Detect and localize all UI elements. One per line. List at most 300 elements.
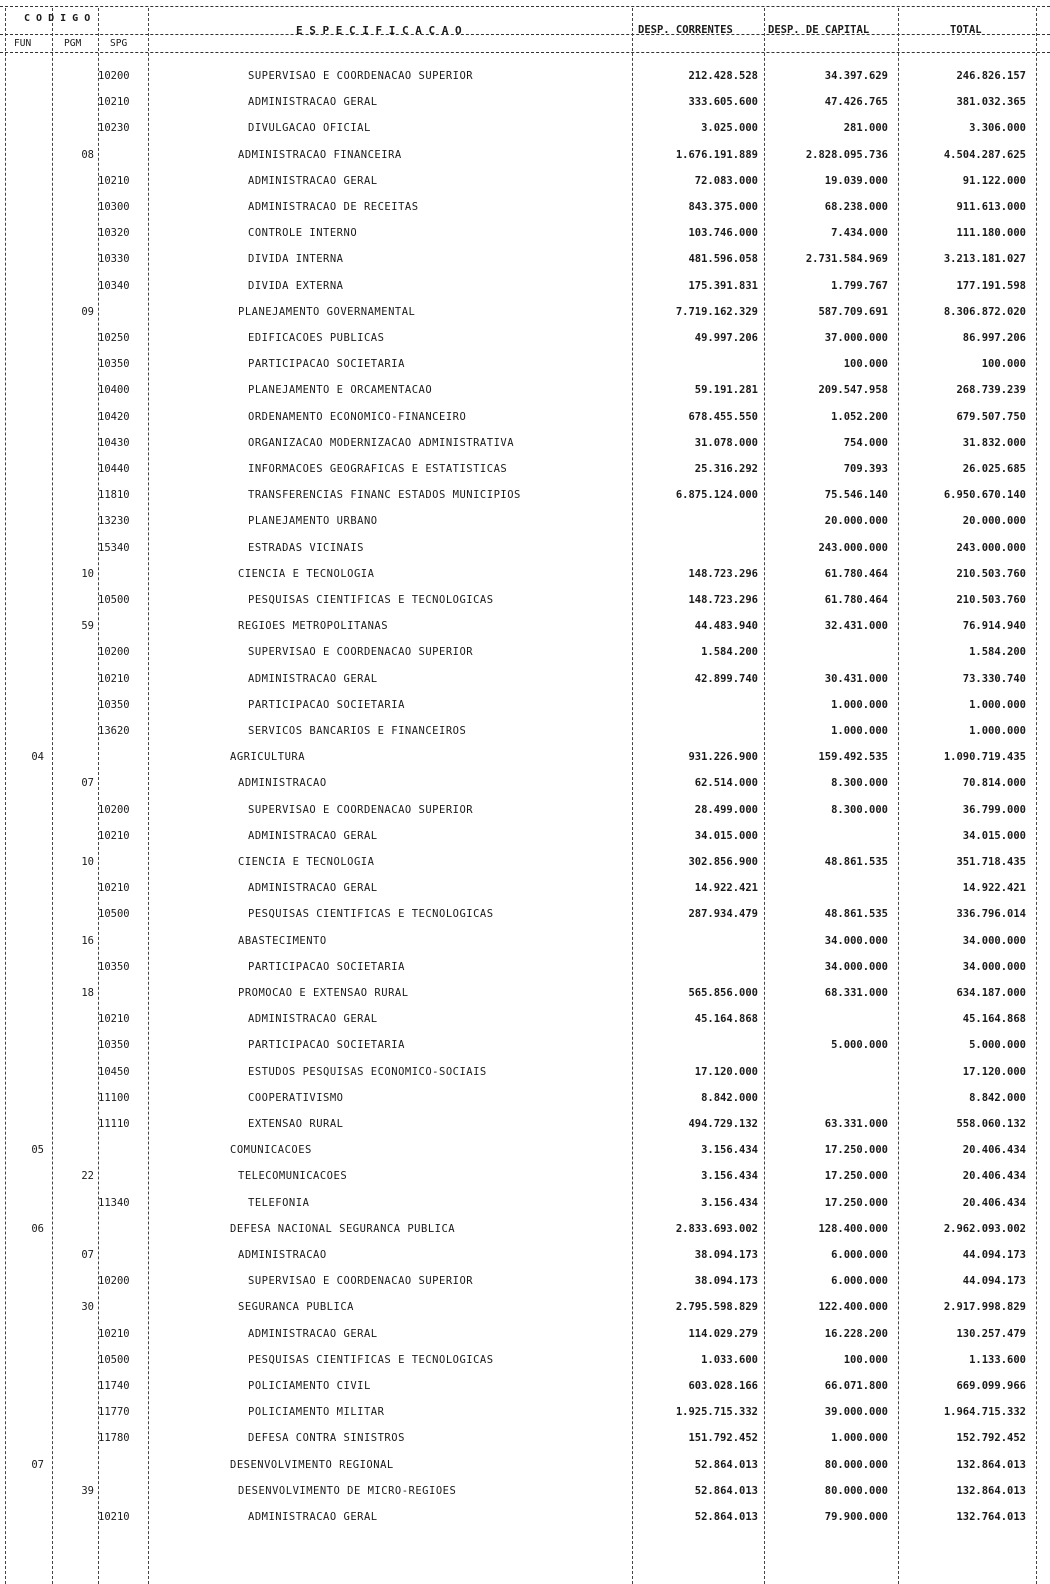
table-row xyxy=(0,1086,1050,1112)
table-row xyxy=(0,1374,1050,1400)
specification-cell: DESENVOLVIMENTO REGIONAL xyxy=(230,1458,394,1471)
total-cell: 31.832.000 xyxy=(962,436,1026,449)
table-row xyxy=(0,1479,1050,1505)
pgm-code-cell: 22 xyxy=(81,1170,94,1183)
desp-capital-cell: 61.780.464 xyxy=(824,594,888,606)
spg-code-cell: 10200 xyxy=(98,1275,130,1288)
spg-code-cell: 10200 xyxy=(98,70,130,82)
spg-code-cell: 11110 xyxy=(98,1118,130,1130)
spg-code-cell: 10200 xyxy=(98,646,130,659)
total-cell: 34.000.000 xyxy=(962,960,1026,973)
table-row xyxy=(0,1453,1050,1479)
specification-cell: SEGURANCA PUBLICA xyxy=(238,1301,354,1314)
desp-correntes-cell: 31.078.000 xyxy=(694,436,758,449)
specification-cell: ADMINISTRACAO GERAL xyxy=(248,882,378,895)
spg-code-cell: 11780 xyxy=(98,1432,130,1445)
spg-code-cell: 13620 xyxy=(98,725,130,737)
total-cell: 246.826.157 xyxy=(956,70,1026,82)
table-row xyxy=(0,1033,1050,1059)
desp-correntes-cell: 38.094.173 xyxy=(694,1275,758,1288)
desp-correntes-cell: 8.842.000 xyxy=(701,1091,758,1104)
table-row xyxy=(0,876,1050,902)
total-cell: 3.213.181.027 xyxy=(943,253,1026,266)
table-row xyxy=(0,1217,1050,1243)
desp-capital-cell: 30.431.000 xyxy=(824,672,888,685)
table-row xyxy=(0,1505,1050,1531)
specification-cell: DIVIDA INTERNA xyxy=(248,253,344,266)
header-mid-rule xyxy=(0,34,1050,35)
total-cell: 76.914.940 xyxy=(962,620,1026,633)
spg-code-cell: 10350 xyxy=(98,698,130,711)
table-row xyxy=(0,745,1050,771)
desp-correntes-cell: 17.120.000 xyxy=(694,1065,758,1078)
desp-correntes-cell: 565.856.000 xyxy=(688,987,758,999)
specification-cell: PLANEJAMENTO E ORCAMENTACAO xyxy=(248,384,433,397)
specification-cell: TRANSFERENCIAS FINANC ESTADOS MUNICIPIOS xyxy=(248,489,521,502)
desp-correntes-cell: 151.792.452 xyxy=(688,1432,758,1445)
table-row xyxy=(0,798,1050,824)
total-cell: 100.000 xyxy=(981,358,1026,371)
table-row xyxy=(0,824,1050,850)
desp-correntes-cell: 52.864.013 xyxy=(694,1458,758,1471)
total-cell: 20.406.434 xyxy=(962,1196,1026,1209)
spg-code-cell: 10500 xyxy=(98,1353,130,1366)
table-row xyxy=(0,1060,1050,1086)
total-cell: 8.842.000 xyxy=(969,1091,1026,1104)
specification-cell: CONTROLE INTERNO xyxy=(248,227,358,240)
table-row xyxy=(0,90,1050,116)
spg-code-cell: 10200 xyxy=(98,803,130,816)
desp-correntes-cell: 45.164.868 xyxy=(694,1013,758,1026)
table-row xyxy=(0,457,1050,483)
header-pgm: PGM xyxy=(64,38,82,49)
desp-capital-cell: 37.000.000 xyxy=(824,332,888,344)
specification-cell: ABASTECIMENTO xyxy=(238,934,327,947)
header-spg: SPG xyxy=(110,38,128,49)
table-row xyxy=(0,1138,1050,1164)
specification-cell: PLANEJAMENTO URBANO xyxy=(248,515,378,528)
spg-code-cell: 10250 xyxy=(98,332,130,344)
table-row xyxy=(0,1191,1050,1217)
table-row xyxy=(0,431,1050,457)
desp-capital-cell: 709.393 xyxy=(843,463,888,475)
desp-correntes-cell: 481.596.058 xyxy=(688,253,758,266)
desp-capital-cell: 80.000.000 xyxy=(824,1458,888,1471)
spg-code-cell: 10230 xyxy=(98,122,130,135)
total-cell: 45.164.868 xyxy=(962,1013,1026,1026)
spg-code-cell: 10330 xyxy=(98,253,130,266)
desp-capital-cell: 17.250.000 xyxy=(824,1170,888,1183)
specification-cell: ESTRADAS VICINAIS xyxy=(248,541,364,554)
total-cell: 20.000.000 xyxy=(962,515,1026,528)
spg-code-cell: 10210 xyxy=(98,1013,130,1026)
total-cell: 44.094.173 xyxy=(962,1275,1026,1288)
spg-code-cell: 10400 xyxy=(98,384,130,397)
desp-correntes-cell: 44.483.940 xyxy=(694,620,758,633)
specification-cell: ADMINISTRACAO xyxy=(238,777,327,790)
spg-code-cell: 10210 xyxy=(98,1327,130,1340)
total-cell: 132.864.013 xyxy=(956,1484,1026,1497)
desp-capital-cell: 5.000.000 xyxy=(831,1039,888,1052)
pgm-code-cell: 39 xyxy=(81,1484,94,1497)
total-cell: 210.503.760 xyxy=(956,594,1026,606)
total-cell: 8.306.872.020 xyxy=(943,305,1026,318)
total-cell: 152.792.452 xyxy=(956,1432,1026,1445)
table-row xyxy=(0,143,1050,169)
table-row xyxy=(0,1426,1050,1452)
specification-cell: CIENCIA E TECNOLOGIA xyxy=(238,856,375,868)
header-total: TOTAL xyxy=(950,24,982,36)
spg-code-cell: 10350 xyxy=(98,358,130,371)
desp-capital-cell: 281.000 xyxy=(843,122,888,135)
desp-capital-cell: 1.000.000 xyxy=(831,725,888,737)
table-row xyxy=(0,221,1050,247)
spg-code-cell: 10420 xyxy=(98,410,130,423)
spg-code-cell: 10430 xyxy=(98,436,130,449)
desp-correntes-cell: 1.676.191.889 xyxy=(675,148,758,161)
desp-correntes-cell: 603.028.166 xyxy=(688,1380,758,1392)
desp-capital-cell: 63.331.000 xyxy=(824,1118,888,1130)
desp-correntes-cell: 1.925.715.332 xyxy=(675,1406,758,1419)
desp-capital-cell: 754.000 xyxy=(843,436,888,449)
desp-capital-cell: 1.052.200 xyxy=(831,410,888,423)
table-row xyxy=(0,195,1050,221)
desp-correntes-cell: 6.875.124.000 xyxy=(675,489,758,502)
pgm-code-cell: 07 xyxy=(81,777,94,790)
desp-capital-cell: 17.250.000 xyxy=(824,1196,888,1209)
desp-capital-cell: 1.000.000 xyxy=(831,1432,888,1445)
spg-code-cell: 10500 xyxy=(98,908,130,921)
desp-capital-cell: 128.400.000 xyxy=(818,1222,888,1235)
header-bottom-rule xyxy=(0,52,1050,53)
fun-code-cell: 07 xyxy=(31,1458,44,1471)
desp-capital-cell: 17.250.000 xyxy=(824,1144,888,1157)
total-cell: 132.764.013 xyxy=(956,1511,1026,1523)
specification-cell: SUPERVISAO E COORDENACAO SUPERIOR xyxy=(248,1275,474,1288)
pgm-code-cell: 09 xyxy=(81,305,94,318)
desp-correntes-cell: 931.226.900 xyxy=(688,751,758,764)
header-especificacao: E S P E C I F I C A C A O xyxy=(296,24,462,37)
total-cell: 1.000.000 xyxy=(969,725,1026,737)
desp-correntes-cell: 7.719.162.329 xyxy=(675,305,758,318)
desp-capital-cell: 79.900.000 xyxy=(824,1511,888,1523)
desp-capital-cell: 75.546.140 xyxy=(824,489,888,502)
spg-code-cell: 10440 xyxy=(98,463,130,475)
pgm-code-cell: 10 xyxy=(81,856,94,868)
desp-correntes-cell: 14.922.421 xyxy=(694,882,758,895)
table-row xyxy=(0,850,1050,876)
specification-cell: CIENCIA E TECNOLOGIA xyxy=(238,567,375,580)
desp-correntes-cell: 52.864.013 xyxy=(694,1484,758,1497)
table-row xyxy=(0,955,1050,981)
desp-capital-cell: 100.000 xyxy=(843,1353,888,1366)
total-cell: 1.090.719.435 xyxy=(943,751,1026,764)
header-desp-capital: DESP. DE CAPITAL xyxy=(768,24,870,36)
desp-correntes-cell: 1.584.200 xyxy=(701,646,758,659)
total-cell: 20.406.434 xyxy=(962,1144,1026,1157)
pgm-code-cell: 07 xyxy=(81,1249,94,1261)
total-cell: 132.864.013 xyxy=(956,1458,1026,1471)
header-top-rule xyxy=(0,6,1050,7)
specification-cell: REGIOES METROPOLITANAS xyxy=(238,620,389,633)
desp-capital-cell: 587.709.691 xyxy=(818,305,888,318)
desp-capital-cell: 6.000.000 xyxy=(831,1275,888,1288)
specification-cell: PARTICIPACAO SOCIETARIA xyxy=(248,960,405,973)
total-cell: 3.306.000 xyxy=(969,122,1026,135)
specification-cell: TELEFONIA xyxy=(248,1196,310,1209)
header-desp-correntes: DESP. CORRENTES xyxy=(638,24,733,36)
table-row xyxy=(0,536,1050,562)
spg-code-cell: 10210 xyxy=(98,96,130,109)
desp-correntes-cell: 3.025.000 xyxy=(701,122,758,135)
desp-capital-cell: 8.300.000 xyxy=(831,803,888,816)
spg-code-cell: 10350 xyxy=(98,1039,130,1052)
total-cell: 2.917.998.829 xyxy=(943,1301,1026,1314)
specification-cell: ADMINISTRACAO DE RECEITAS xyxy=(248,201,419,213)
total-cell: 14.922.421 xyxy=(962,882,1026,895)
desp-correntes-cell: 114.029.279 xyxy=(688,1327,758,1340)
specification-cell: PESQUISAS CIENTIFICAS E TECNOLOGICAS xyxy=(248,594,494,606)
table-row xyxy=(0,981,1050,1007)
desp-correntes-cell: 678.455.550 xyxy=(688,410,758,423)
desp-correntes-cell: 148.723.296 xyxy=(688,594,758,606)
table-row xyxy=(0,771,1050,797)
desp-capital-cell: 66.071.800 xyxy=(824,1380,888,1392)
total-cell: 91.122.000 xyxy=(962,174,1026,187)
desp-capital-cell: 48.861.535 xyxy=(824,856,888,868)
table-row xyxy=(0,1164,1050,1190)
desp-capital-cell: 243.000.000 xyxy=(818,541,888,554)
specification-cell: SUPERVISAO E COORDENACAO SUPERIOR xyxy=(248,646,474,659)
desp-capital-cell: 34.000.000 xyxy=(824,960,888,973)
specification-cell: ORDENAMENTO ECONOMICO-FINANCEIRO xyxy=(248,410,467,423)
table-row xyxy=(0,169,1050,195)
total-cell: 268.739.239 xyxy=(956,384,1026,397)
specification-cell: EXTENSAO RURAL xyxy=(248,1118,344,1130)
spg-code-cell: 10450 xyxy=(98,1065,130,1078)
specification-cell: AGRICULTURA xyxy=(230,751,306,764)
total-cell: 243.000.000 xyxy=(956,541,1026,554)
total-cell: 4.504.287.625 xyxy=(943,148,1026,161)
specification-cell: PROMOCAO E EXTENSAO RURAL xyxy=(238,987,409,999)
total-cell: 36.799.000 xyxy=(962,803,1026,816)
spg-code-cell: 10210 xyxy=(98,174,130,187)
spg-code-cell: 13230 xyxy=(98,515,130,528)
pgm-code-cell: 16 xyxy=(81,934,94,947)
desp-capital-cell: 1.000.000 xyxy=(831,698,888,711)
total-cell: 111.180.000 xyxy=(956,227,1026,240)
desp-capital-cell: 1.799.767 xyxy=(831,279,888,292)
desp-correntes-cell: 2.833.693.002 xyxy=(675,1222,758,1235)
pgm-code-cell: 10 xyxy=(81,567,94,580)
total-cell: 911.613.000 xyxy=(956,201,1026,213)
spg-code-cell: 10210 xyxy=(98,882,130,895)
specification-cell: ADMINISTRACAO GERAL xyxy=(248,672,378,685)
desp-capital-cell: 48.861.535 xyxy=(824,908,888,921)
total-cell: 669.099.966 xyxy=(956,1380,1026,1392)
specification-cell: DIVIDA EXTERNA xyxy=(248,279,344,292)
table-row xyxy=(0,1322,1050,1348)
total-cell: 1.133.600 xyxy=(969,1353,1026,1366)
specification-cell: DEFESA CONTRA SINISTROS xyxy=(248,1432,405,1445)
specification-cell: ADMINISTRACAO GERAL xyxy=(248,829,378,842)
specification-cell: ORGANIZACAO MODERNIZACAO ADMINISTRATIVA xyxy=(248,436,515,449)
specification-cell: ADMINISTRACAO GERAL xyxy=(248,174,378,187)
spg-code-cell: 11810 xyxy=(98,489,130,502)
desp-correntes-cell: 42.899.740 xyxy=(694,672,758,685)
table-row xyxy=(0,116,1050,142)
pgm-code-cell: 18 xyxy=(81,987,94,999)
desp-correntes-cell: 2.795.598.829 xyxy=(675,1301,758,1314)
specification-cell: DEFESA NACIONAL SEGURANCA PUBLICA xyxy=(230,1222,456,1235)
table-row xyxy=(0,614,1050,640)
table-row xyxy=(0,929,1050,955)
pgm-code-cell: 30 xyxy=(81,1301,94,1314)
spg-code-cell: 15340 xyxy=(98,541,130,554)
desp-capital-cell: 68.238.000 xyxy=(824,201,888,213)
spg-code-cell: 10210 xyxy=(98,829,130,842)
desp-correntes-cell: 212.428.528 xyxy=(688,70,758,82)
specification-cell: SUPERVISAO E COORDENACAO SUPERIOR xyxy=(248,70,474,82)
table-row xyxy=(0,352,1050,378)
total-cell: 1.000.000 xyxy=(969,698,1026,711)
table-row xyxy=(0,693,1050,719)
table-row xyxy=(0,640,1050,666)
pgm-code-cell: 59 xyxy=(81,620,94,633)
pgm-code-cell: 08 xyxy=(81,148,94,161)
desp-capital-cell: 80.000.000 xyxy=(824,1484,888,1497)
spg-code-cell: 10210 xyxy=(98,672,130,685)
desp-capital-cell: 16.228.200 xyxy=(824,1327,888,1340)
table-row xyxy=(0,509,1050,535)
desp-capital-cell: 68.331.000 xyxy=(824,987,888,999)
desp-correntes-cell: 287.934.479 xyxy=(688,908,758,921)
total-cell: 73.330.740 xyxy=(962,672,1026,685)
total-cell: 558.060.132 xyxy=(956,1118,1026,1130)
table-row xyxy=(0,562,1050,588)
specification-cell: ADMINISTRACAO GERAL xyxy=(248,1511,378,1523)
desp-correntes-cell: 3.156.434 xyxy=(701,1144,758,1157)
total-cell: 20.406.434 xyxy=(962,1170,1026,1183)
header-fun: FUN xyxy=(14,38,32,49)
table-row xyxy=(0,64,1050,90)
spg-code-cell: 10350 xyxy=(98,960,130,973)
total-cell: 1.964.715.332 xyxy=(943,1406,1026,1419)
specification-cell: COOPERATIVISMO xyxy=(248,1091,344,1104)
total-cell: 44.094.173 xyxy=(962,1249,1026,1261)
spg-code-cell: 10340 xyxy=(98,279,130,292)
table-row xyxy=(0,1269,1050,1295)
total-cell: 34.000.000 xyxy=(962,934,1026,947)
table-row xyxy=(0,1112,1050,1138)
spg-code-cell: 10210 xyxy=(98,1511,130,1523)
desp-correntes-cell: 34.015.000 xyxy=(694,829,758,842)
desp-correntes-cell: 333.605.600 xyxy=(688,96,758,109)
header-codigo: C O D I G O xyxy=(24,13,91,24)
spg-code-cell: 11100 xyxy=(98,1091,130,1104)
desp-correntes-cell: 28.499.000 xyxy=(694,803,758,816)
table-row xyxy=(0,405,1050,431)
table-row xyxy=(0,378,1050,404)
table-row xyxy=(0,326,1050,352)
table-row xyxy=(0,247,1050,273)
specification-cell: PARTICIPACAO SOCIETARIA xyxy=(248,698,405,711)
specification-cell: PESQUISAS CIENTIFICAS E TECNOLOGICAS xyxy=(248,1353,494,1366)
total-cell: 5.000.000 xyxy=(969,1039,1026,1052)
desp-correntes-cell: 3.156.434 xyxy=(701,1170,758,1183)
specification-cell: PLANEJAMENTO GOVERNAMENTAL xyxy=(238,305,416,318)
total-cell: 679.507.750 xyxy=(956,410,1026,423)
desp-capital-cell: 122.400.000 xyxy=(818,1301,888,1314)
desp-correntes-cell: 1.033.600 xyxy=(701,1353,758,1366)
specification-cell: DESENVOLVIMENTO DE MICRO-REGIOES xyxy=(238,1484,457,1497)
total-cell: 86.997.206 xyxy=(962,332,1026,344)
spg-code-cell: 11740 xyxy=(98,1380,130,1392)
desp-capital-cell: 61.780.464 xyxy=(824,567,888,580)
table-row xyxy=(0,274,1050,300)
specification-cell: ADMINISTRACAO GERAL xyxy=(248,1327,378,1340)
table-row xyxy=(0,1243,1050,1269)
specification-cell: ADMINISTRACAO GERAL xyxy=(248,1013,378,1026)
total-cell: 177.191.598 xyxy=(956,279,1026,292)
spg-code-cell: 10500 xyxy=(98,594,130,606)
desp-correntes-cell: 302.856.900 xyxy=(688,856,758,868)
total-cell: 2.962.093.002 xyxy=(943,1222,1026,1235)
specification-cell: ADMINISTRACAO GERAL xyxy=(248,96,378,109)
specification-cell: INFORMACOES GEOGRAFICAS E ESTATISTICAS xyxy=(248,463,508,475)
desp-correntes-cell: 843.375.000 xyxy=(688,201,758,213)
specification-cell: DIVULGACAO OFICIAL xyxy=(248,122,371,135)
desp-capital-cell: 2.731.584.969 xyxy=(805,253,888,266)
total-cell: 17.120.000 xyxy=(962,1065,1026,1078)
table-row xyxy=(0,1348,1050,1374)
table-row xyxy=(0,719,1050,745)
total-cell: 336.796.014 xyxy=(956,908,1026,921)
table-row xyxy=(0,1400,1050,1426)
table-row xyxy=(0,483,1050,509)
total-cell: 34.015.000 xyxy=(962,829,1026,842)
total-cell: 381.032.365 xyxy=(956,96,1026,109)
specification-cell: EDIFICACOES PUBLICAS xyxy=(248,332,385,344)
desp-capital-cell: 34.397.629 xyxy=(824,70,888,82)
total-cell: 1.584.200 xyxy=(969,646,1026,659)
total-cell: 70.814.000 xyxy=(962,777,1026,790)
specification-cell: ADMINISTRACAO xyxy=(238,1249,327,1261)
specification-cell: SERVICOS BANCARIOS E FINANCEIROS xyxy=(248,725,467,737)
desp-capital-cell: 8.300.000 xyxy=(831,777,888,790)
table-row xyxy=(0,667,1050,693)
desp-capital-cell: 7.434.000 xyxy=(831,227,888,240)
specification-cell: PARTICIPACAO SOCIETARIA xyxy=(248,358,405,371)
specification-cell: ESTUDOS PESQUISAS ECONOMICO-SOCIAIS xyxy=(248,1065,487,1078)
total-cell: 210.503.760 xyxy=(956,567,1026,580)
spg-code-cell: 10300 xyxy=(98,201,130,213)
desp-correntes-cell: 175.391.831 xyxy=(688,279,758,292)
total-cell: 351.718.435 xyxy=(956,856,1026,868)
desp-capital-cell: 2.828.095.736 xyxy=(805,148,888,161)
fun-code-cell: 06 xyxy=(31,1222,44,1235)
desp-capital-cell: 32.431.000 xyxy=(824,620,888,633)
table-row xyxy=(0,588,1050,614)
spg-code-cell: 10320 xyxy=(98,227,130,240)
specification-cell: PARTICIPACAO SOCIETARIA xyxy=(248,1039,405,1052)
specification-cell: ADMINISTRACAO FINANCEIRA xyxy=(238,148,402,161)
specification-cell: PESQUISAS CIENTIFICAS E TECNOLOGICAS xyxy=(248,908,494,921)
table-row xyxy=(0,1295,1050,1321)
specification-cell: TELECOMUNICACOES xyxy=(238,1170,348,1183)
total-cell: 26.025.685 xyxy=(962,463,1026,475)
desp-capital-cell: 159.492.535 xyxy=(818,751,888,764)
